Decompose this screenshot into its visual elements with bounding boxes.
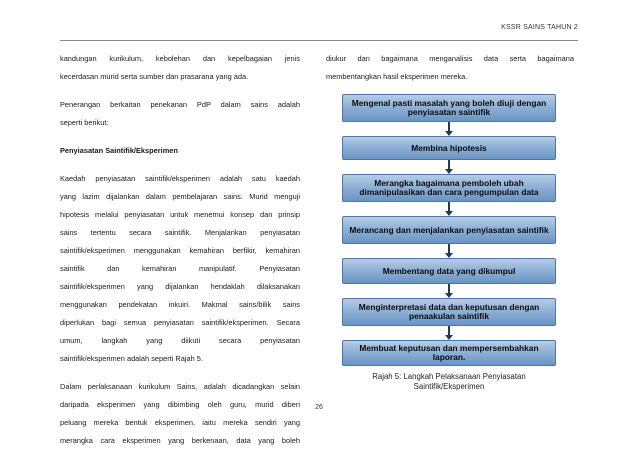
figure-caption: Rajah 5: Langkah Pelaksanaan Penyiasatan Saintifik/Eksperimen [372, 372, 526, 391]
paragraph-line: umum, langkah yang diikuti secara penyiasatan [60, 336, 300, 345]
arrow-down-icon [445, 202, 453, 216]
paragraph-line: diperlukan bagi semua penyiasatan saintifik/eksperimen. Secara [60, 318, 300, 327]
arrow-down-icon [445, 122, 453, 136]
paragraph-line: saintifik dan kemahiran manipulatif. Penyiasatan [60, 264, 300, 273]
arrow-down-icon [445, 326, 453, 340]
arrow-down-icon [445, 244, 453, 258]
paragraph-line: sains tertentu secara saintifik. Menjalankan penyiasatan [60, 228, 300, 237]
flow-step-hypothesis: Membina hipotesis [342, 136, 556, 160]
paragraph-line: kandungan kurikulum, kebolehan dan kepelbagaian jenis [60, 54, 300, 63]
page-header [0, 0, 638, 40]
header-title: KSSR SAINS TAHUN 2 [501, 24, 578, 31]
paragraph-line: Dalam perlaksanaan kurikulum Sains, adalah dicadangkan selain [60, 382, 300, 391]
left-column [60, 50, 300, 450]
paragraph-line: yang lazim dijalankan dalam pembelajaran sains. Murid menguji [60, 192, 300, 201]
paragraph-line: merangka cara eksperimen yang berkenaan, data yang boleh [60, 436, 300, 445]
paragraph-line: Penerangan berkaitan penekanan PdP dalam sains adalah [60, 100, 300, 109]
paragraph-line: kecerdasan murid serta sumber dan prasarana yang ada. [60, 72, 249, 81]
paragraph-line: hipotesis melalui penyiasatan untuk menemui konsep dan prinsip [60, 210, 300, 219]
flow-step-interpret-data: Menginterpretasi data dan keputusan dengan penaakulan saintifik [342, 298, 556, 326]
header-divider [60, 40, 578, 41]
paragraph-line: menggunakan pendekatan inkuiri. Makmal sains/bilik sains [60, 300, 300, 309]
flow-step-plan-variables: Merangka bagaimana pemboleh ubah dimanipulasikan dan cara pengumpulan data [342, 174, 556, 202]
paragraph-line: saintifik/eksperimen adalah seperti Rajah 5. [60, 354, 203, 363]
paragraph-line: daripada eksperimen yang dibimbing oleh guru, murid diberi [60, 400, 300, 409]
paragraph-line: saintifik/eksperimen menggunakan kemahiran berfikir, kemahiran [60, 246, 300, 255]
flow-step-identify-problem: Mengenal pasti masalah yang boleh diuji dengan penyiasatan saintifik [342, 94, 556, 122]
section-heading: Penyiasatan Saintifik/Eksperimen [60, 146, 178, 155]
paragraph-line: peluang mereka bentuk eksperimen, iaitu mereka sendiri yang [60, 418, 300, 427]
flow-step-conclude-report: Membuat keputusan dan mempersembahkan laporan. [342, 340, 556, 366]
paragraph-line: diukur dan bagaimana menganalisis data serta bagaimana [326, 54, 574, 63]
page-number: 26 [315, 404, 323, 411]
arrow-down-icon [445, 160, 453, 174]
paragraph-line: Kaedah penyiasatan saintifik/eksperimen adalah satu kaedah [60, 174, 300, 183]
paragraph-line: membentangkan hasil eksperimen mereka. [326, 72, 468, 81]
flow-step-conduct-investigation: Merancang dan menjalankan penyiasatan saintifik [342, 216, 556, 244]
paragraph-line: seperti berikut: [60, 118, 109, 127]
paragraph-line: saintifik/eksperimen yang dijalankan hendaklah dilaksanakan [60, 282, 300, 291]
flow-step-present-data: Membentang data yang dikumpul [342, 258, 556, 284]
arrow-down-icon [445, 284, 453, 298]
right-column [326, 50, 574, 86]
